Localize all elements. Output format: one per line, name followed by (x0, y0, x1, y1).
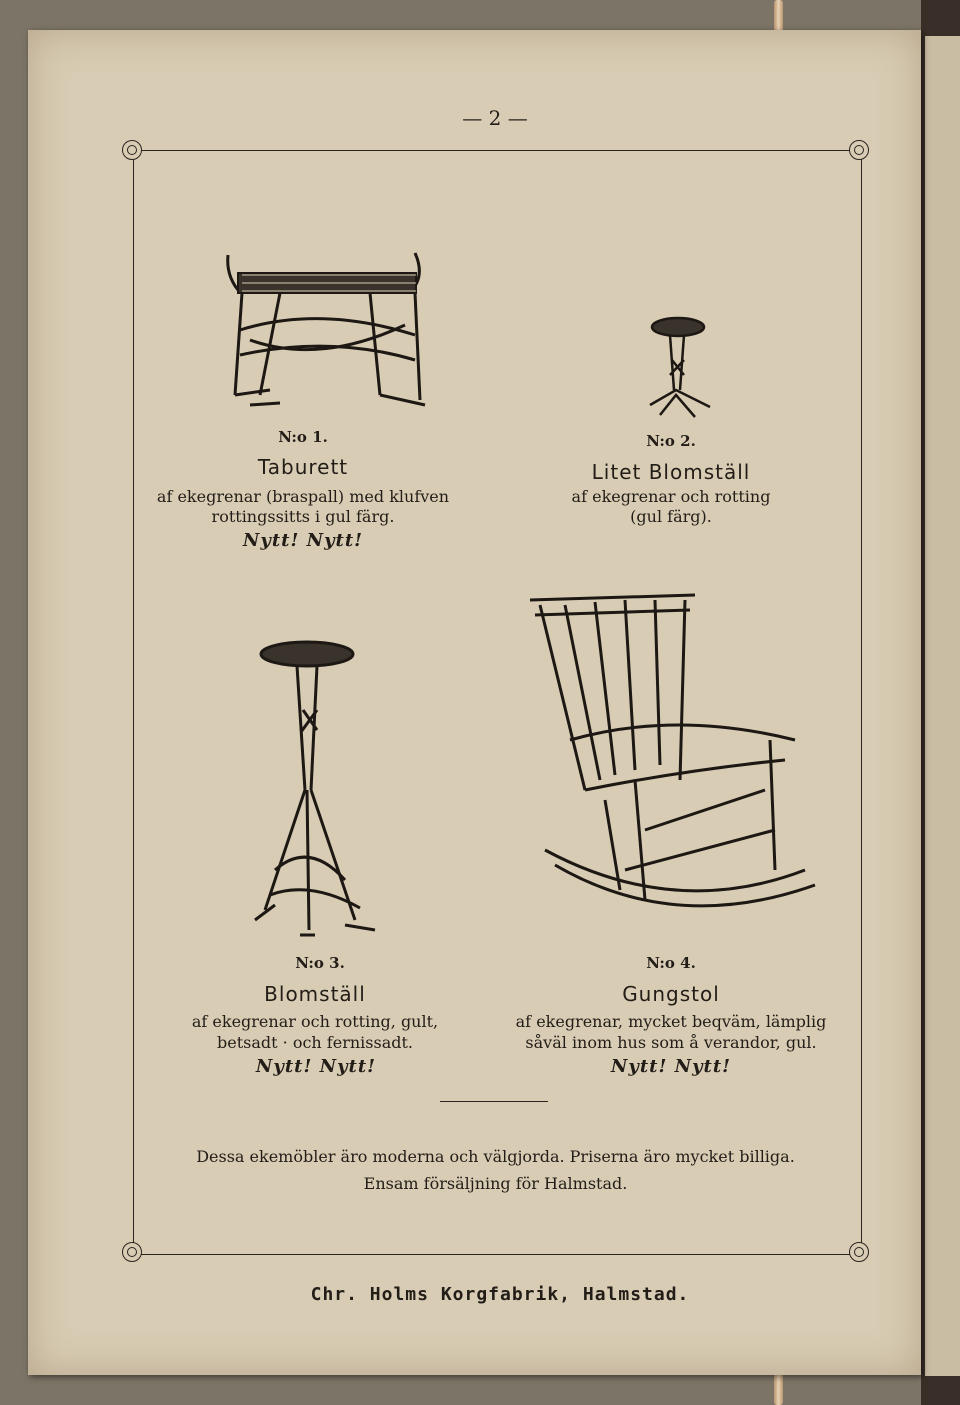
stool-illustration (220, 245, 435, 420)
item-3-desc-line1: af ekegrenar och rotting, gult, (191, 1012, 439, 1031)
item-2-desc-line1: af ekegrenar och rotting (571, 487, 771, 506)
item-2-desc-line2: (gul färg). (630, 507, 712, 526)
tall-flower-stand-illustration (245, 640, 385, 945)
small-flower-stand-illustration (640, 315, 720, 420)
item-4-name: Gungstol (622, 982, 720, 1006)
item-4-number: N:o 4. (646, 954, 696, 972)
item-3-tag: Nytt! Nytt! (255, 1056, 377, 1077)
item-3-number: N:o 3. (295, 954, 345, 972)
frame-corner-ornament (849, 140, 869, 160)
item-1-desc-line1: af ekegrenar (braspall) med klufven (156, 487, 450, 506)
item-1-name: Taburett (257, 455, 349, 479)
item-4-tag: Nytt! Nytt! (610, 1056, 732, 1077)
item-4-desc-line1: af ekegrenar, mycket beqväm, lämplig (515, 1012, 827, 1031)
item-1-desc-line2: rottingssitts i gul färg. (211, 507, 395, 526)
item-3-name: Blomställ (264, 982, 366, 1006)
page-number: — 2 — (462, 106, 528, 130)
section-divider (440, 1101, 548, 1102)
rocking-chair-illustration (525, 590, 835, 935)
item-2-number: N:o 2. (646, 432, 696, 450)
closing-line-1: Dessa ekemöbler äro moderna och välgjorda. Priserna äro mycket billiga. (196, 1147, 795, 1166)
item-4-desc-line2: såväl inom hus som å verandor, gul. (525, 1033, 817, 1052)
frame-corner-ornament (122, 140, 142, 160)
item-3-desc-line2: betsadt · och fernissadt. (217, 1033, 413, 1052)
item-1-number: N:o 1. (278, 428, 328, 446)
item-1-tag: Nytt! Nytt! (242, 530, 364, 551)
adjacent-page-edge (921, 0, 960, 1405)
item-2-name: Litet Blomställ (591, 460, 751, 484)
footer-company-name: Chr. Holms Korgfabrik, Halmstad. (310, 1284, 690, 1305)
frame-corner-ornament (849, 1242, 869, 1262)
closing-line-2: Ensam försäljning för Halmstad. (363, 1174, 628, 1193)
frame-corner-ornament (122, 1242, 142, 1262)
